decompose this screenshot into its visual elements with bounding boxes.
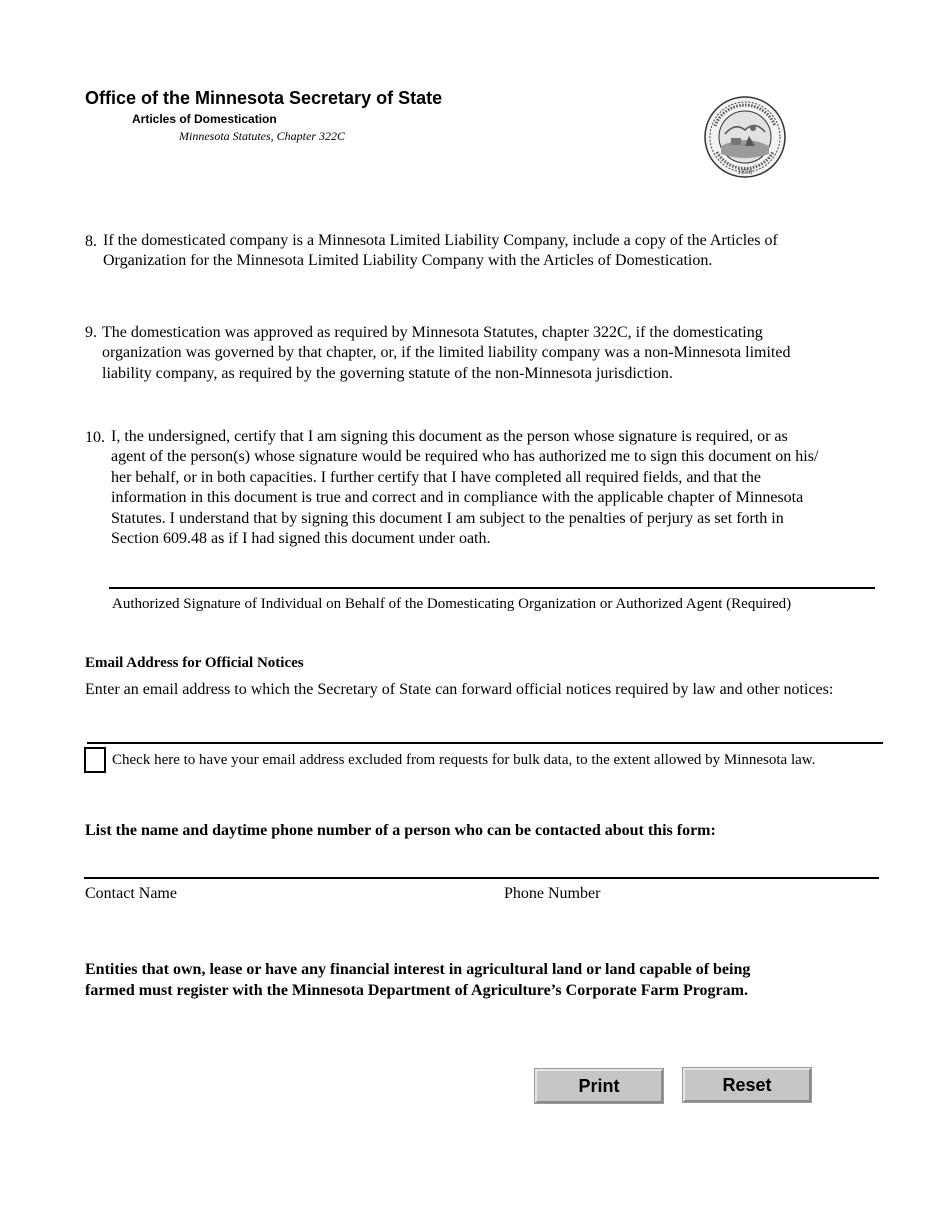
- statute-reference: Minnesota Statutes, Chapter 322C: [179, 129, 345, 143]
- contact-name-label: Contact Name: [85, 885, 177, 902]
- text-line: The domestication was approved as required by Minnesota Statutes, chapter 322C, if the domesticating: [102, 324, 763, 341]
- email-field[interactable]: [87, 722, 883, 740]
- phone-number-label: Phone Number: [504, 885, 601, 902]
- contact-heading: List the name and daytime phone number of a person who can be contacted about this form:: [85, 822, 716, 839]
- item-number: 10.: [85, 429, 105, 446]
- phone-number-field[interactable]: [504, 857, 878, 875]
- item-10-text: [111, 427, 901, 549]
- signature-field[interactable]: [109, 568, 875, 586]
- corporate-farm-notice: [85, 960, 750, 1001]
- text-line: her behalf, or in both capacities. I further certify that I have completed all required fields, and that the: [111, 468, 761, 486]
- item-number: 9.: [85, 324, 97, 341]
- text-line: Organization for the Minnesota Limited Liability Company with the Articles of Domestication.: [103, 252, 713, 270]
- print-button[interactable]: Print: [535, 1069, 663, 1103]
- signature-caption: Authorized Signature of Individual on Behalf of the Domesticating Organization or Authorized Agent (Required): [112, 596, 792, 612]
- text-line: organization was governed by that chapter, or, if the limited liability company was a non-Minnesota limited: [102, 344, 791, 362]
- notice-line: Entities that own, lease or have any financial interest in agricultural land or land capable of being: [85, 961, 751, 978]
- text-line: I, the undersigned, certify that I am signing this document as the person whose signature is required, or as: [111, 428, 788, 445]
- item-9-text: [102, 323, 892, 384]
- office-title: Office of the Minnesota Secretary of State: [85, 88, 443, 108]
- item-number: 8.: [85, 233, 97, 250]
- item-8-text: [103, 231, 883, 272]
- seal-year: 1858: [737, 169, 753, 176]
- text-line: Section 609.48 as if I had signed this document under oath.: [111, 530, 491, 548]
- text-line: If the domesticated company is a Minnesota Limited Liability Company, include a copy of the Articles of: [103, 232, 778, 249]
- minnesota-state-seal-icon: [701, 96, 789, 178]
- email-instruction: Enter an email address to which the Secretary of State can forward official notices required by law and other notices:: [85, 681, 834, 698]
- signature-line: [109, 587, 875, 589]
- notice-line: farmed must register with the Minnesota Department of Agriculture’s Corporate Farm Program.: [85, 981, 748, 999]
- contact-name-field[interactable]: [84, 857, 484, 875]
- text-line: information in this document is true and correct and in compliance with the applicable chapter of Minnesota: [111, 489, 804, 507]
- document-title: Articles of Domestication: [132, 112, 277, 126]
- contact-line: [84, 877, 879, 879]
- text-line: agent of the person(s) whose signature would be required who has authorized me to sign this document on his/: [111, 448, 819, 466]
- text-line: liability company, as required by the governing statute of the non-Minnesota jurisdiction.: [102, 364, 673, 382]
- bulk-data-exclusion-label: Check here to have your email address excluded from requests for bulk data, to the extent allowed by Minnesota law.: [112, 752, 816, 768]
- email-heading: Email Address for Official Notices: [85, 655, 304, 671]
- text-line: Statutes. I understand that by signing this document I am subject to the penalties of perjury as set forth in: [111, 509, 784, 527]
- reset-button[interactable]: Reset: [683, 1068, 811, 1102]
- bulk-data-exclusion-checkbox[interactable]: [84, 747, 106, 773]
- email-line: [87, 742, 883, 744]
